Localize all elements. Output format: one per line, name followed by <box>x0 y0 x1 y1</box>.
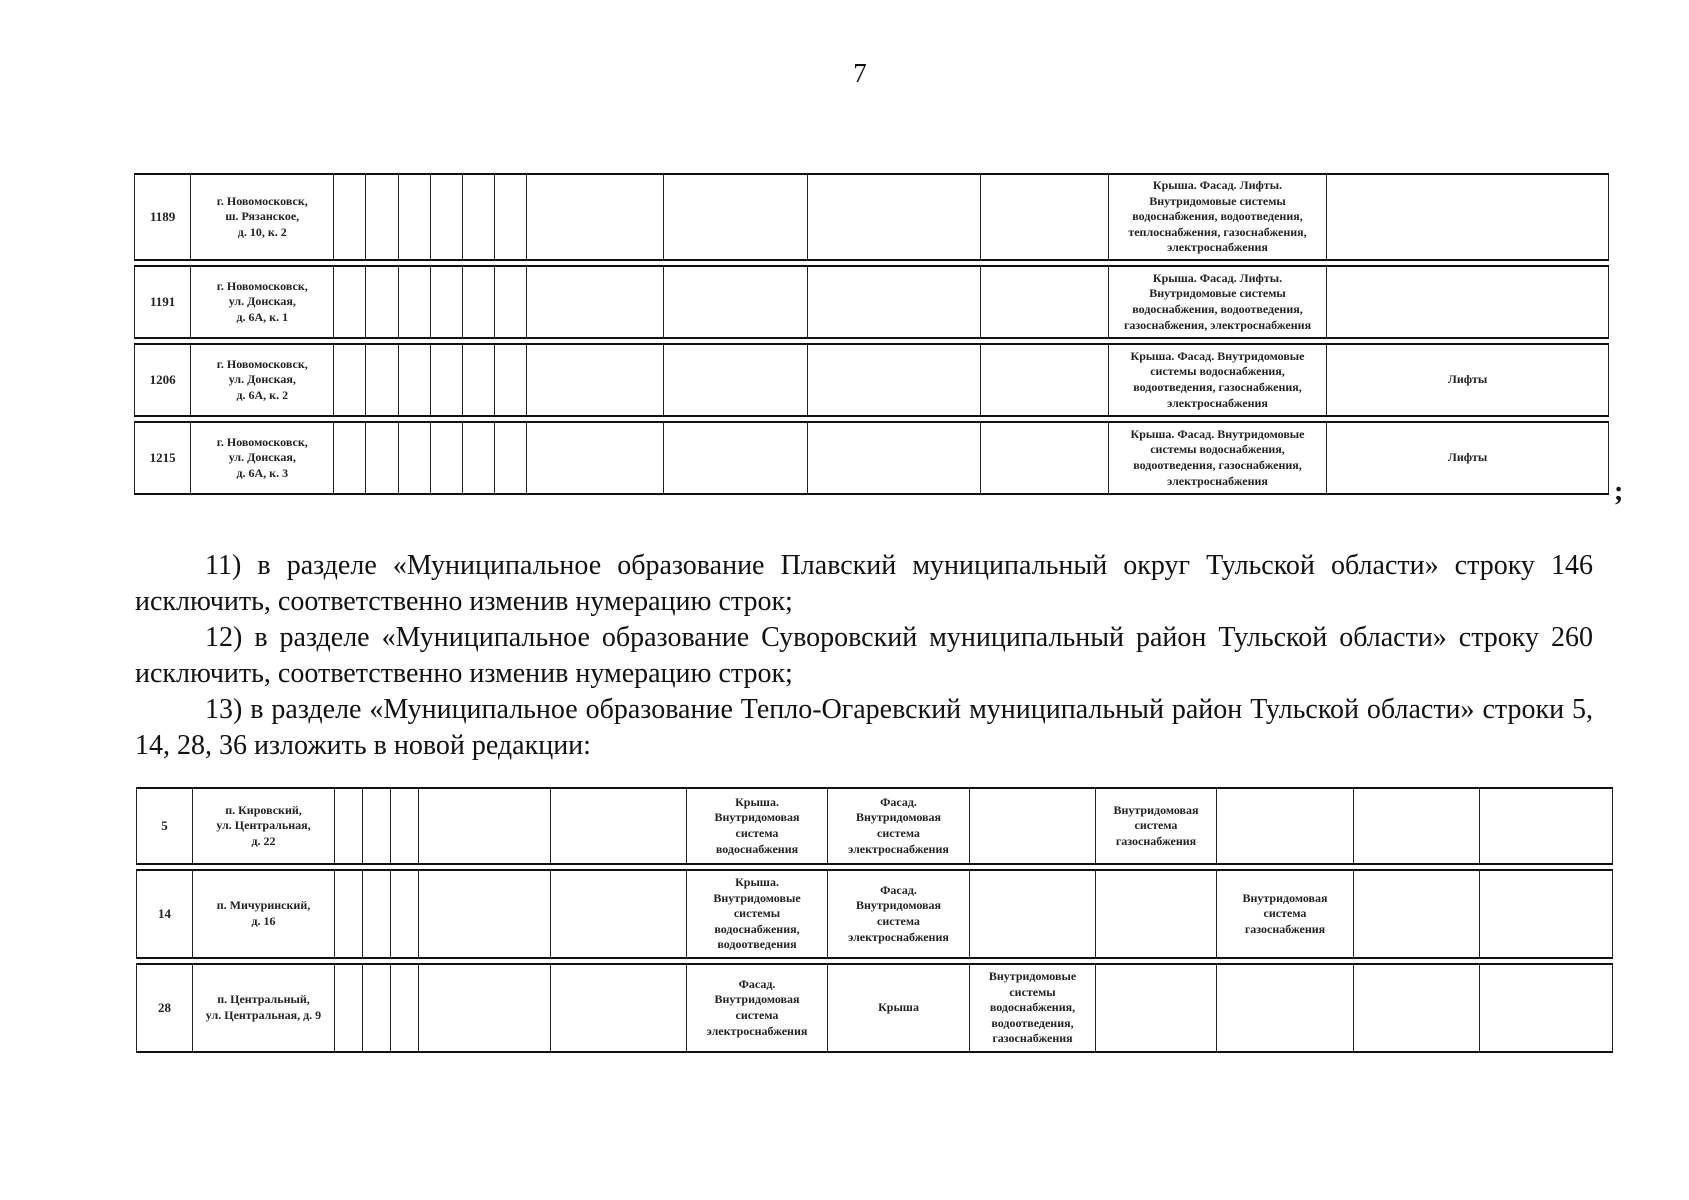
extra-works-cell-line: Лифты <box>1447 372 1488 387</box>
works-cell-1-line: водоотведения <box>717 937 797 952</box>
table-row <box>137 788 1613 864</box>
empty-cell <box>1480 964 1613 1052</box>
works-cell-2-line: система <box>877 914 920 928</box>
empty-cell <box>527 266 664 338</box>
address-cell <box>193 788 335 864</box>
works-cell-1-line: Крыша. <box>735 875 779 890</box>
empty-cell <box>981 174 1109 260</box>
address-cell-line: г. Новомосковск, <box>216 434 308 449</box>
row-number-line: 5 <box>161 817 168 833</box>
address-cell <box>193 964 335 1052</box>
empty-cell <box>419 870 551 958</box>
paragraph-11: 11) в разделе «Муниципальное образование Плавский муниципальный округ Тульской области» строку 146 исключить, соответственно изменив нумерацию строк; <box>135 550 1593 617</box>
works-cell-5 <box>1217 870 1354 958</box>
empty-cell <box>334 344 366 416</box>
table-row <box>137 870 1613 958</box>
address-cell-line: п. Кировский, <box>225 802 302 817</box>
works-cell-3 <box>970 964 1096 1052</box>
empty-cell <box>391 870 419 958</box>
works-cell-2-line: Внутридомовая <box>855 898 942 913</box>
address-cell-line: г. Новомосковск, <box>216 356 308 371</box>
row-number <box>137 788 193 864</box>
empty-cell <box>551 870 687 958</box>
address-cell <box>191 344 334 416</box>
table-row <box>135 266 1609 338</box>
empty-cell <box>808 344 981 416</box>
empty-cell <box>366 174 398 260</box>
empty-cell <box>391 788 419 864</box>
works-cell <box>1108 266 1326 338</box>
empty-cell <box>398 344 430 416</box>
address-cell-line: д. 22 <box>251 833 276 848</box>
empty-cell <box>981 266 1109 338</box>
works-cell-2-line: Внутридомовая <box>855 810 942 825</box>
empty-cell <box>1354 870 1480 958</box>
empty-cell <box>664 422 808 494</box>
works-cell-2-line: Фасад. <box>880 882 917 897</box>
works-cell-3-line: водоснабжения, <box>989 1000 1076 1015</box>
empty-cell <box>430 422 462 494</box>
works-cell-line: Внутридомовые системы <box>1149 286 1286 301</box>
table-row <box>135 344 1609 416</box>
works-cell-1-line: водоснабжения, <box>714 921 800 936</box>
works-cell-1-line: система <box>735 826 779 840</box>
works-cell-4 <box>1096 964 1217 1052</box>
empty-cell <box>334 266 366 338</box>
empty-cell <box>335 964 363 1052</box>
empty-cell <box>664 174 808 260</box>
empty-cell <box>1354 788 1480 864</box>
works-cell-2-line: Крыша <box>878 1000 919 1015</box>
empty-cell <box>495 422 527 494</box>
works-cell-1 <box>687 788 828 864</box>
empty-cell <box>551 788 687 864</box>
paragraph-13: 13) в разделе «Муниципальное образование Тепло-Огаревский муниципальный район Тульской области» строки 5, 14, 28, 36 изложить в новой редакции: <box>135 694 1593 761</box>
works-cell-line: Крыша. Фасад. Лифты. <box>1152 178 1283 193</box>
empty-cell <box>430 344 462 416</box>
empty-cell <box>462 344 494 416</box>
empty-cell <box>527 174 664 260</box>
works-cell-3-line: водоотведения, <box>991 1015 1074 1030</box>
works-cell-3-line: системы <box>1009 984 1056 999</box>
empty-cell <box>430 266 462 338</box>
works-cell-line: водоотведения, газоснабжения, <box>1133 458 1302 472</box>
empty-cell <box>1480 788 1613 864</box>
table-row <box>135 174 1609 260</box>
register-table-1 <box>134 173 1609 495</box>
table-end-semicolon: ; <box>1614 476 1624 507</box>
works-cell-5 <box>1217 964 1354 1052</box>
row-number <box>135 266 191 338</box>
works-cell-2-line: система <box>877 826 920 840</box>
works-cell-4-line: газоснабжения <box>1115 833 1197 848</box>
empty-cell <box>495 344 527 416</box>
address-cell-line: ш. Рязанское, <box>225 209 300 224</box>
empty-cell <box>419 788 551 864</box>
empty-cell <box>527 422 664 494</box>
empty-cell <box>808 266 981 338</box>
works-cell-4 <box>1096 870 1217 958</box>
empty-cell <box>398 174 430 260</box>
empty-cell <box>1480 870 1613 958</box>
works-cell-3 <box>970 870 1096 958</box>
address-cell-line: ул. Центральная, д. 9 <box>205 1008 322 1022</box>
works-cell-3-line: Внутридомовые <box>988 969 1077 984</box>
empty-cell <box>527 344 664 416</box>
empty-cell <box>366 344 398 416</box>
empty-cell <box>495 174 527 260</box>
works-cell-line: электроснабжения <box>1167 240 1268 255</box>
empty-cell <box>366 422 398 494</box>
works-cell <box>1108 174 1326 260</box>
works-cell-4 <box>1096 788 1217 864</box>
address-cell-line: п. Мичуринский, <box>216 898 311 913</box>
address-cell-line: ул. Донская, <box>228 450 296 465</box>
works-cell-1-line: Внутридомовая <box>714 992 800 1007</box>
address-cell <box>191 174 334 260</box>
row-number-line: 1215 <box>149 449 176 465</box>
works-cell-line: системы водоснабжения, <box>1150 364 1285 379</box>
empty-cell <box>430 174 462 260</box>
works-cell-1-line: Фасад. <box>738 976 776 991</box>
works-cell-line: Внутридомовые системы <box>1149 193 1286 208</box>
works-cell-line: водоотведения, газоснабжения, <box>1133 380 1302 394</box>
works-cell-line: теплоснабжения, газоснабжения, <box>1128 224 1307 239</box>
register-table-2 <box>136 787 1613 1053</box>
address-cell-line: ул. Центральная, <box>216 818 311 833</box>
works-cell-1-line: Внутридомовые <box>713 890 801 905</box>
extra-works-cell-line: Лифты <box>1447 450 1488 465</box>
address-cell-line: ул. Донская, <box>228 372 296 387</box>
empty-cell <box>1354 964 1480 1052</box>
works-cell-3-line: газоснабжения <box>992 1031 1073 1046</box>
works-cell-2 <box>828 788 970 864</box>
address-cell-line: ул. Донская, <box>228 294 296 309</box>
works-cell-2 <box>828 870 970 958</box>
empty-cell <box>419 964 551 1052</box>
works-cell-line: электроснабжения <box>1167 395 1268 410</box>
empty-cell <box>462 422 494 494</box>
works-cell-1 <box>687 964 828 1052</box>
table-row <box>137 964 1613 1052</box>
row-number <box>135 174 191 260</box>
works-cell-1-line: системы <box>733 906 781 921</box>
address-cell-line: г. Новомосковск, <box>216 278 308 293</box>
address-cell <box>191 422 334 494</box>
empty-cell <box>334 422 366 494</box>
empty-cell <box>391 964 419 1052</box>
address-cell-line: д. 6А, к. 3 <box>236 465 289 480</box>
extra-works-cell <box>1327 422 1609 494</box>
row-number-line: 14 <box>158 905 171 921</box>
row-number <box>137 870 193 958</box>
works-cell-line: Крыша. Фасад. Лифты. <box>1152 270 1283 285</box>
empty-cell <box>664 266 808 338</box>
works-cell-5-line: Внутридомовая <box>1242 890 1328 905</box>
works-cell-1-line: Внутридомовая <box>714 810 800 825</box>
address-cell <box>191 266 334 338</box>
works-cell-1-line: система <box>735 1008 779 1022</box>
works-cell-line: газоснабжения, электроснабжения <box>1123 317 1312 332</box>
page-number: 7 <box>853 58 867 88</box>
works-cell-line: системы водоснабжения, <box>1150 442 1285 457</box>
empty-cell <box>363 870 391 958</box>
row-number-line: 1206 <box>149 371 176 387</box>
works-cell-line: Крыша. Фасад. Внутридомовые <box>1130 348 1305 363</box>
empty-cell <box>398 422 430 494</box>
empty-cell <box>462 266 494 338</box>
empty-cell <box>363 964 391 1052</box>
works-cell-line: водоснабжения, водоотведения, <box>1132 302 1303 316</box>
empty-cell <box>981 344 1109 416</box>
empty-cell <box>551 964 687 1052</box>
works-cell-1-line: электроснабжения <box>706 1023 808 1038</box>
works-cell-line: Крыша. Фасад. Внутридомовые <box>1130 426 1305 441</box>
works-cell-line: водоснабжения, водоотведения, <box>1132 209 1303 224</box>
address-cell-line: д. 6А, к. 2 <box>236 387 289 402</box>
empty-cell <box>335 870 363 958</box>
row-number <box>137 964 193 1052</box>
address-cell <box>193 870 335 958</box>
empty-cell <box>495 266 527 338</box>
empty-cell <box>664 344 808 416</box>
address-cell-line: г. Новомосковск, <box>216 193 308 208</box>
works-cell-4-line: система <box>1134 818 1178 833</box>
works-cell-2-line: электроснабжения <box>848 841 949 856</box>
works-cell <box>1108 344 1326 416</box>
works-cell-4-line: Внутридомовая <box>1113 802 1199 817</box>
extra-works-cell <box>1327 174 1609 260</box>
empty-cell <box>334 174 366 260</box>
works-cell-1-line: Крыша. <box>735 794 779 809</box>
works-cell-2-line: Фасад. <box>880 794 917 809</box>
empty-cell <box>808 174 981 260</box>
empty-cell <box>981 422 1109 494</box>
works-cell-2 <box>828 964 970 1052</box>
empty-cell <box>808 422 981 494</box>
address-cell-line: д. 6А, к. 1 <box>236 309 289 324</box>
empty-cell <box>366 266 398 338</box>
extra-works-cell <box>1327 266 1609 338</box>
works-cell-3 <box>970 788 1096 864</box>
works-cell-1 <box>687 870 828 958</box>
table-row <box>135 422 1609 494</box>
works-cell-5-line: система <box>1263 906 1307 921</box>
works-cell-1-line: водоснабжения <box>715 841 799 856</box>
row-number-line: 1189 <box>150 208 176 224</box>
empty-cell <box>335 788 363 864</box>
works-cell-5-line: газоснабжения <box>1244 921 1326 936</box>
empty-cell <box>462 174 494 260</box>
extra-works-cell <box>1327 344 1609 416</box>
empty-cell <box>398 266 430 338</box>
works-cell-line: электроснабжения <box>1167 473 1268 488</box>
row-number <box>135 422 191 494</box>
paragraph-12: 12) в разделе «Муниципальное образование Суворовский муниципальный район Тульской области» строку 260 исключить, соответственно изменив нумерацию строк; <box>135 622 1593 689</box>
address-cell-line: п. Центральный, <box>217 992 310 1007</box>
row-number-line: 1191 <box>150 293 176 309</box>
works-cell <box>1108 422 1326 494</box>
address-cell-line: д. 10, к. 2 <box>237 224 287 239</box>
row-number-line: 28 <box>158 999 171 1015</box>
works-cell-5 <box>1217 788 1354 864</box>
empty-cell <box>363 788 391 864</box>
address-cell-line: д. 16 <box>251 914 276 928</box>
row-number <box>135 344 191 416</box>
works-cell-2-line: электроснабжения <box>848 929 949 944</box>
